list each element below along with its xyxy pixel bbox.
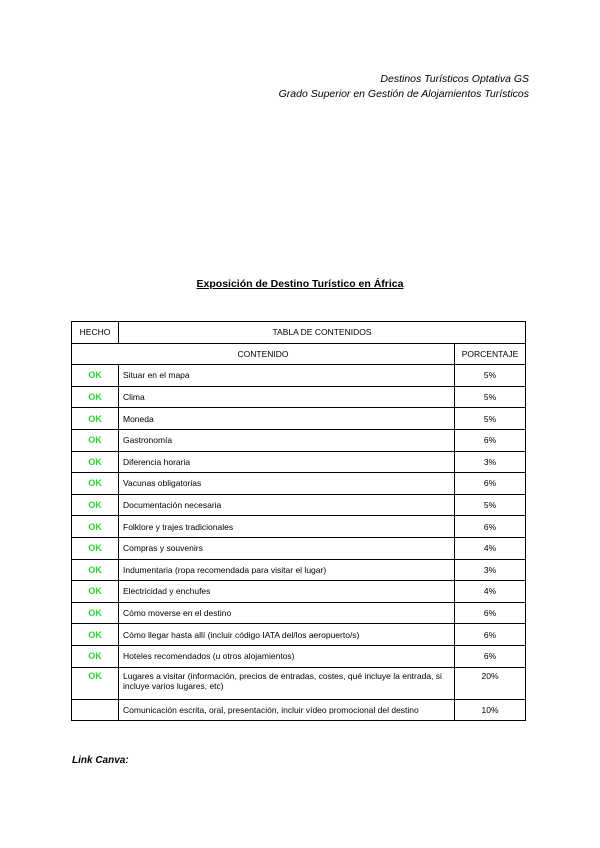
content-item: Folklore y trajes tradicionales	[119, 516, 455, 538]
table-title-row	[72, 322, 526, 344]
table-row	[72, 365, 526, 387]
header-course-line: Destinos Turísticos Optativa GS	[380, 73, 529, 85]
table-row	[72, 386, 526, 408]
document-header	[279, 72, 529, 102]
header-done: HECHO	[72, 322, 119, 344]
percent-value: 5%	[455, 365, 526, 387]
header-content: CONTENIDO	[72, 343, 455, 365]
done-status: OK	[72, 408, 119, 430]
done-status: OK	[72, 494, 119, 516]
percent-value: 5%	[455, 386, 526, 408]
table-row	[72, 645, 526, 667]
percent-value: 6%	[455, 473, 526, 495]
done-status: OK	[72, 581, 119, 603]
table-row	[72, 581, 526, 603]
done-status: OK	[72, 537, 119, 559]
content-item: Comunicación escrita, oral, presentación, incluir vídeo promocional del destino	[119, 699, 455, 721]
table-row	[72, 429, 526, 451]
table-row	[72, 559, 526, 581]
done-status: OK	[72, 429, 119, 451]
percent-value: 6%	[455, 429, 526, 451]
percent-value: 5%	[455, 408, 526, 430]
content-item: Hoteles recomendados (u otros alojamientos)	[119, 645, 455, 667]
percent-value: 3%	[455, 559, 526, 581]
done-status	[72, 699, 119, 721]
done-status: OK	[72, 451, 119, 473]
content-item: Clima	[119, 386, 455, 408]
header-table-title: TABLA DE CONTENIDOS	[119, 322, 526, 344]
content-item: Vacunas obligatorias	[119, 473, 455, 495]
content-item: Diferencia horaria	[119, 451, 455, 473]
percent-value: 20%	[455, 667, 526, 699]
content-item: Cómo llegar hasta allí (incluir código IATA del/los aeropuerto/s)	[119, 624, 455, 646]
content-item: Indumentaria (ropa recomendada para visitar el lugar)	[119, 559, 455, 581]
percent-value: 6%	[455, 602, 526, 624]
table-row	[72, 537, 526, 559]
table-row	[72, 408, 526, 430]
percent-value: 6%	[455, 645, 526, 667]
done-status: OK	[72, 559, 119, 581]
done-status: OK	[72, 602, 119, 624]
table-row	[72, 624, 526, 646]
table-row	[72, 602, 526, 624]
percent-value: 6%	[455, 516, 526, 538]
percent-value: 4%	[455, 537, 526, 559]
canva-link-label: Link Canva:	[72, 755, 129, 766]
done-status: OK	[72, 386, 119, 408]
content-item: Cómo moverse en el destino	[119, 602, 455, 624]
percent-value: 10%	[455, 699, 526, 721]
content-item: Documentación necesaria	[119, 494, 455, 516]
table-row	[72, 451, 526, 473]
content-item: Moneda	[119, 408, 455, 430]
content-item: Gastronomía	[119, 429, 455, 451]
done-status: OK	[72, 516, 119, 538]
contents-table	[71, 321, 526, 721]
column-header-row	[72, 343, 526, 365]
done-status: OK	[72, 645, 119, 667]
done-status: OK	[72, 473, 119, 495]
table-row	[72, 494, 526, 516]
document-title: Exposición de Destino Turístico en África	[196, 278, 404, 290]
table-row	[72, 516, 526, 538]
table-row	[72, 473, 526, 495]
done-status: OK	[72, 667, 119, 699]
header-degree-line: Grado Superior en Gestión de Alojamientos Turísticos	[278, 88, 529, 100]
table-row	[72, 699, 526, 721]
percent-value: 6%	[455, 624, 526, 646]
content-item: Lugares a visitar (información, precios de entradas, costes, qué incluye la entrada, si incluye varios lugares, etc)	[119, 667, 455, 699]
percent-value: 5%	[455, 494, 526, 516]
content-item: Situar en el mapa	[119, 365, 455, 387]
percent-value: 3%	[455, 451, 526, 473]
done-status: OK	[72, 624, 119, 646]
content-item: Compras y souvenirs	[119, 537, 455, 559]
content-item: Electricidad y enchufes	[119, 581, 455, 603]
percent-value: 4%	[455, 581, 526, 603]
table-row	[72, 667, 526, 699]
header-percent: PORCENTAJE	[455, 343, 526, 365]
done-status: OK	[72, 365, 119, 387]
